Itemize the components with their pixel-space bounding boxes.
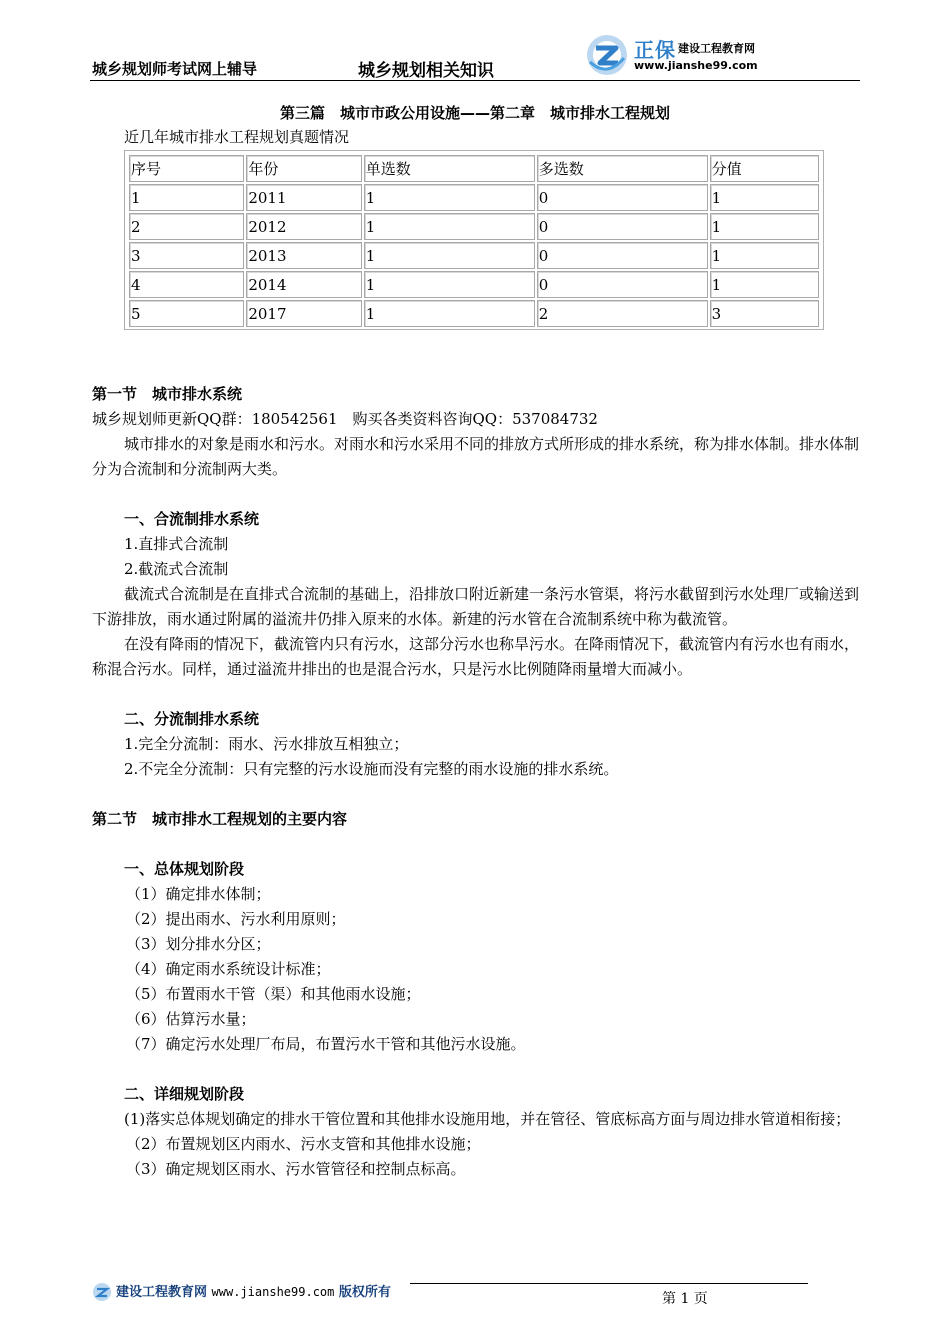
table-row (129, 242, 819, 269)
paragraph: 在没有降雨的情况下，截流管内只有污水，这部分污水也称旱污水。在降雨情况下，截流管内有污水也有雨水，称混合污水。同样，通过溢流井排出的也是混合污水，只是污水比例随降雨量增大而减小。 (92, 635, 860, 678)
footer-rule (410, 1283, 808, 1284)
list-item: （4）确定雨水系统设计标准； (126, 960, 331, 978)
table-cell: 2012 (246, 213, 361, 240)
brand-logo-icon (584, 32, 630, 78)
table-cell: 2014 (246, 271, 361, 298)
qq-info: 城乡规划师更新QQ群：180542561 购买各类资料咨询QQ：537084732 (92, 410, 598, 428)
logo-sub-text: 建设工程教育网 (678, 42, 755, 55)
body-text (92, 382, 862, 1182)
list-item: （3）确定规划区雨水、污水管管径和控制点标高。 (126, 1160, 466, 1178)
table-cell: 1 (710, 184, 819, 211)
list-item: （1）确定排水体制； (126, 885, 271, 903)
table-cell: 5 (129, 300, 244, 327)
header-cell: 年份 (246, 155, 361, 182)
table-cell: 1 (364, 271, 535, 298)
table-cell: 0 (537, 184, 708, 211)
header-cell: 多选数 (537, 155, 708, 182)
table-cell: 1 (710, 271, 819, 298)
table-cell: 2 (129, 213, 244, 240)
table-cell: 3 (710, 300, 819, 327)
header-subject: 城乡规划相关知识 (358, 61, 494, 81)
subsection-heading: 一、合流制排水系统 (124, 510, 260, 528)
list-item: 1.直排式合流制 (124, 535, 229, 553)
subsection-heading: 二、详细规划阶段 (124, 1085, 245, 1103)
table-cell: 0 (537, 213, 708, 240)
section-heading: 第二节 城市排水工程规划的主要内容 (92, 810, 348, 828)
table-cell: 1 (364, 213, 535, 240)
page-number: 第 1 页 (662, 1291, 708, 1307)
table-cell: 0 (537, 242, 708, 269)
table-row (129, 300, 819, 327)
list-item: （6）估算污水量； (126, 1010, 256, 1028)
table-cell: 0 (537, 271, 708, 298)
section-heading: 第一节 城市排水系统 (92, 385, 243, 403)
table-cell: 1 (129, 184, 244, 211)
table-cell: 1 (364, 184, 535, 211)
header-cell: 分值 (710, 155, 819, 182)
header-cell: 单选数 (364, 155, 535, 182)
table-header-row (129, 155, 819, 182)
paragraph: 城市排水的对象是雨水和污水。对雨水和污水采用不同的排放方式所形成的排水系统，称为排水体制。排水体制分为合流制和分流制两大类。 (92, 435, 860, 478)
paragraph: (1)落实总体规划确定的排水干管位置和其他排水设施用地，并在管径、管底标高方面与周边排水管道相衔接； (124, 1110, 851, 1128)
list-item: （5）布置雨水干管（渠）和其他雨水设施； (126, 985, 421, 1003)
paragraph: 截流式合流制是在直排式合流制的基础上，沿排放口附近新建一条污水管渠，将污水截留到污水处理厂或输送到下游排放，雨水通过附属的溢流井仍排入原来的水体。新建的污水管在合流制系统中称为截流管。 (92, 585, 860, 628)
list-item: （2）提出雨水、污水利用原则； (126, 910, 346, 928)
table-row (129, 213, 819, 240)
list-item: （7）确定污水处理厂布局，布置污水干管和其他污水设施。 (126, 1035, 526, 1053)
list-item: 1.完全分流制：雨水、污水排放互相独立； (124, 735, 409, 753)
table-row (129, 184, 819, 211)
header-course-name: 城乡规划师考试网上辅导 (92, 60, 258, 78)
table-caption: 近几年城市排水工程规划真题情况 (124, 128, 350, 146)
table-cell: 2017 (246, 300, 361, 327)
footer-url: www.jianshe99.com (211, 1285, 335, 1299)
footer-logo-icon (92, 1282, 112, 1302)
table-cell: 4 (129, 271, 244, 298)
footer-copyright (116, 1281, 391, 1300)
table-cell: 1 (710, 242, 819, 269)
table-cell: 2011 (246, 184, 361, 211)
list-item: （2）布置规划区内雨水、污水支管和其他排水设施； (126, 1135, 481, 1153)
subsection-heading: 二、分流制排水系统 (124, 710, 260, 728)
table-cell: 3 (129, 242, 244, 269)
chapter-title: 第三篇 城市市政公用设施——第二章 城市排水工程规划 (279, 104, 670, 122)
table-cell: 2013 (246, 242, 361, 269)
table-cell: 2 (537, 300, 708, 327)
brand-logo (584, 30, 814, 80)
table-cell: 1 (364, 300, 535, 327)
list-item: （3）划分排水分区； (126, 935, 271, 953)
list-item: 2.不完全分流制：只有完整的污水设施而没有完整的雨水设施的排水系统。 (124, 760, 619, 778)
logo-url-text: www.jianshe99.com (634, 59, 758, 72)
footer-brand: 建设工程教育网 (116, 1285, 208, 1300)
subsection-heading: 一、总体规划阶段 (124, 860, 245, 878)
footer-rights: 版权所有 (338, 1285, 391, 1300)
table-cell: 1 (710, 213, 819, 240)
table-cell: 1 (364, 242, 535, 269)
exam-stats-table (124, 150, 824, 330)
logo-brand-text: 正保 (634, 38, 676, 62)
header-cell: 序号 (129, 155, 244, 182)
list-item: 2.截流式合流制 (124, 560, 229, 578)
table-row (129, 271, 819, 298)
header-rule (90, 80, 860, 81)
